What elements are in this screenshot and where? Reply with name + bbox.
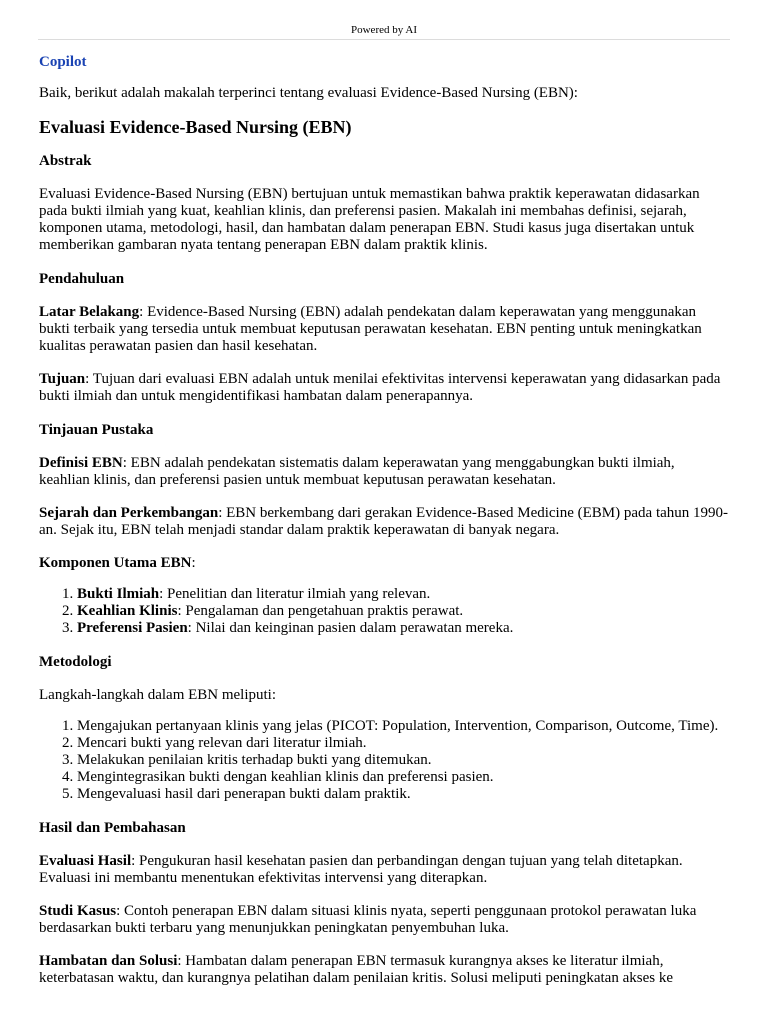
list-item [77,586,729,603]
studi-kasus-paragraph [39,903,729,937]
abstrak-paragraph: Evaluasi Evidence-Based Nursing (EBN) bertujuan untuk memastikan bahwa praktik keperawatan didasarkan pada bukti ilmiah yang kuat, keahlian klinis, dan preferensi pasien. Makalah ini membahas definisi, sejarah, komponen utama, metodologi, hasil, dan hambatan dalam penerapan EBN. Studi kasus juga disertakan untuk memberikan gambaran nyata tentang penerapan EBN dalam praktik klinis. [39,186,700,253]
powered-by-label: Powered by AI [351,24,417,36]
tujuan-label: Tujuan [39,371,86,387]
sejarah-text: : EBN berkembang dari gerakan Evidence-Based Medicine (EBM) pada tahun 1990-an. Sejak itu, EBN telah menjadi standar dalam praktik keperawatan di banyak negara. [39,505,729,538]
evaluasi-hasil-text: : Pengukuran hasil kesehatan pasien dan perbandingan dengan tujuan yang telah ditetapkan. Evaluasi ini membantu menentukan efektivitas intervensi yang diterapkan. [39,853,683,886]
intro-text: Baik, berikut adalah makalah terperinci tentang evaluasi Evidence-Based Nursing (EBN): [39,85,578,101]
komponen-list [39,586,729,637]
komponen-item-label: Bukti Ilmiah [77,586,160,602]
document-title: Evaluasi Evidence-Based Nursing (EBN) [39,117,352,137]
evaluasi-hasil-paragraph [39,853,729,887]
section-heading-pendahuluan: Pendahuluan [39,271,125,287]
komponen-item-text: : Pengalaman dan pengetahuan praktis perawat. [177,603,464,619]
latar-belakang-label: Latar Belakang [39,304,140,320]
latar-belakang-text: : Evidence-Based Nursing (EBN) adalah pendekatan dalam keperawatan yang menggunakan bukti terbaik yang tersedia untuk membuat keputusan perawatan kesehatan. EBN penting untuk meningkatkan kualitas perawatan pasien dan hasil kesehatan. [39,304,702,354]
studi-kasus-text: : Contoh penerapan EBN dalam situasi klinis nyata, seperti penggunaan protokol perawatan luka berdasarkan bukti terbaru yang menunjukkan peningkatan penyembuhan luka. [39,903,697,936]
document-content [39,53,729,1003]
list-item: 5. Mengevaluasi hasil dari penerapan bukti dalam praktik. [77,786,729,803]
latar-belakang-paragraph [39,304,729,355]
hambatan-text: : Hambatan dalam penerapan EBN termasuk kurangnya akses ke literatur ilmiah, keterbatasan waktu, dan kurangnya pelatihan dalam penilaian kritis. Solusi meliputi peningkatan akses ke [39,953,673,986]
definisi-text: : EBN adalah pendekatan sistematis dalam keperawatan yang menggabungkan bukti ilmiah, keahlian klinis, dan preferensi pasien untuk membuat keputusan perawatan kesehatan. [39,455,675,488]
komponen-item-label: Keahlian Klinis [77,603,178,619]
speaker-name: Copilot [39,54,87,70]
metodologi-steps-list [39,718,729,803]
section-heading-hasil: Hasil dan Pembahasan [39,820,186,836]
definisi-label: Definisi EBN [39,455,123,471]
sejarah-label: Sejarah dan Perkembangan [39,505,219,521]
section-heading-abstrak: Abstrak [39,153,92,169]
list-item [77,620,729,637]
komponen-suffix: : [191,555,196,571]
komponen-item-text: : Nilai dan keinginan pasien dalam perawatan mereka. [187,620,514,636]
list-item: 1. Mengajukan pertanyaan klinis yang jelas (PICOT: Population, Intervention, Comparison, Outcome, Time). [77,718,729,735]
komponen-item-text: : Penelitian dan literatur ilmiah yang relevan. [159,586,431,602]
list-item: 2. Mencari bukti yang relevan dari literatur ilmiah. [77,735,729,752]
komponen-item-label: Preferensi Pasien [77,620,188,636]
list-item [77,603,729,620]
section-heading-metodologi: Metodologi [39,654,112,670]
tujuan-text: : Tujuan dari evaluasi EBN adalah untuk menilai efektivitas intervensi keperawatan yang didasarkan pada bukti ilmiah dan untuk mengidentifikasi hambatan dalam penerapannya. [39,371,721,404]
tujuan-paragraph [39,371,729,405]
section-heading-tinjauan: Tinjauan Pustaka [39,422,154,438]
metodologi-intro: Langkah-langkah dalam EBN meliputi: [39,687,277,703]
list-item: 3. Melakukan penilaian kritis terhadap bukti yang ditemukan. [77,752,729,769]
page-header [38,0,730,40]
hambatan-label: Hambatan dan Solusi [39,953,178,969]
hambatan-paragraph [39,953,729,987]
list-item: 4. Mengintegrasikan bukti dengan keahlian klinis dan preferensi pasien. [77,769,729,786]
studi-kasus-label: Studi Kasus [39,903,117,919]
komponen-label: Komponen Utama EBN [39,555,192,571]
komponen-paragraph [39,555,729,572]
definisi-paragraph [39,455,729,489]
evaluasi-hasil-label: Evaluasi Hasil [39,853,132,869]
sejarah-paragraph [39,505,729,539]
